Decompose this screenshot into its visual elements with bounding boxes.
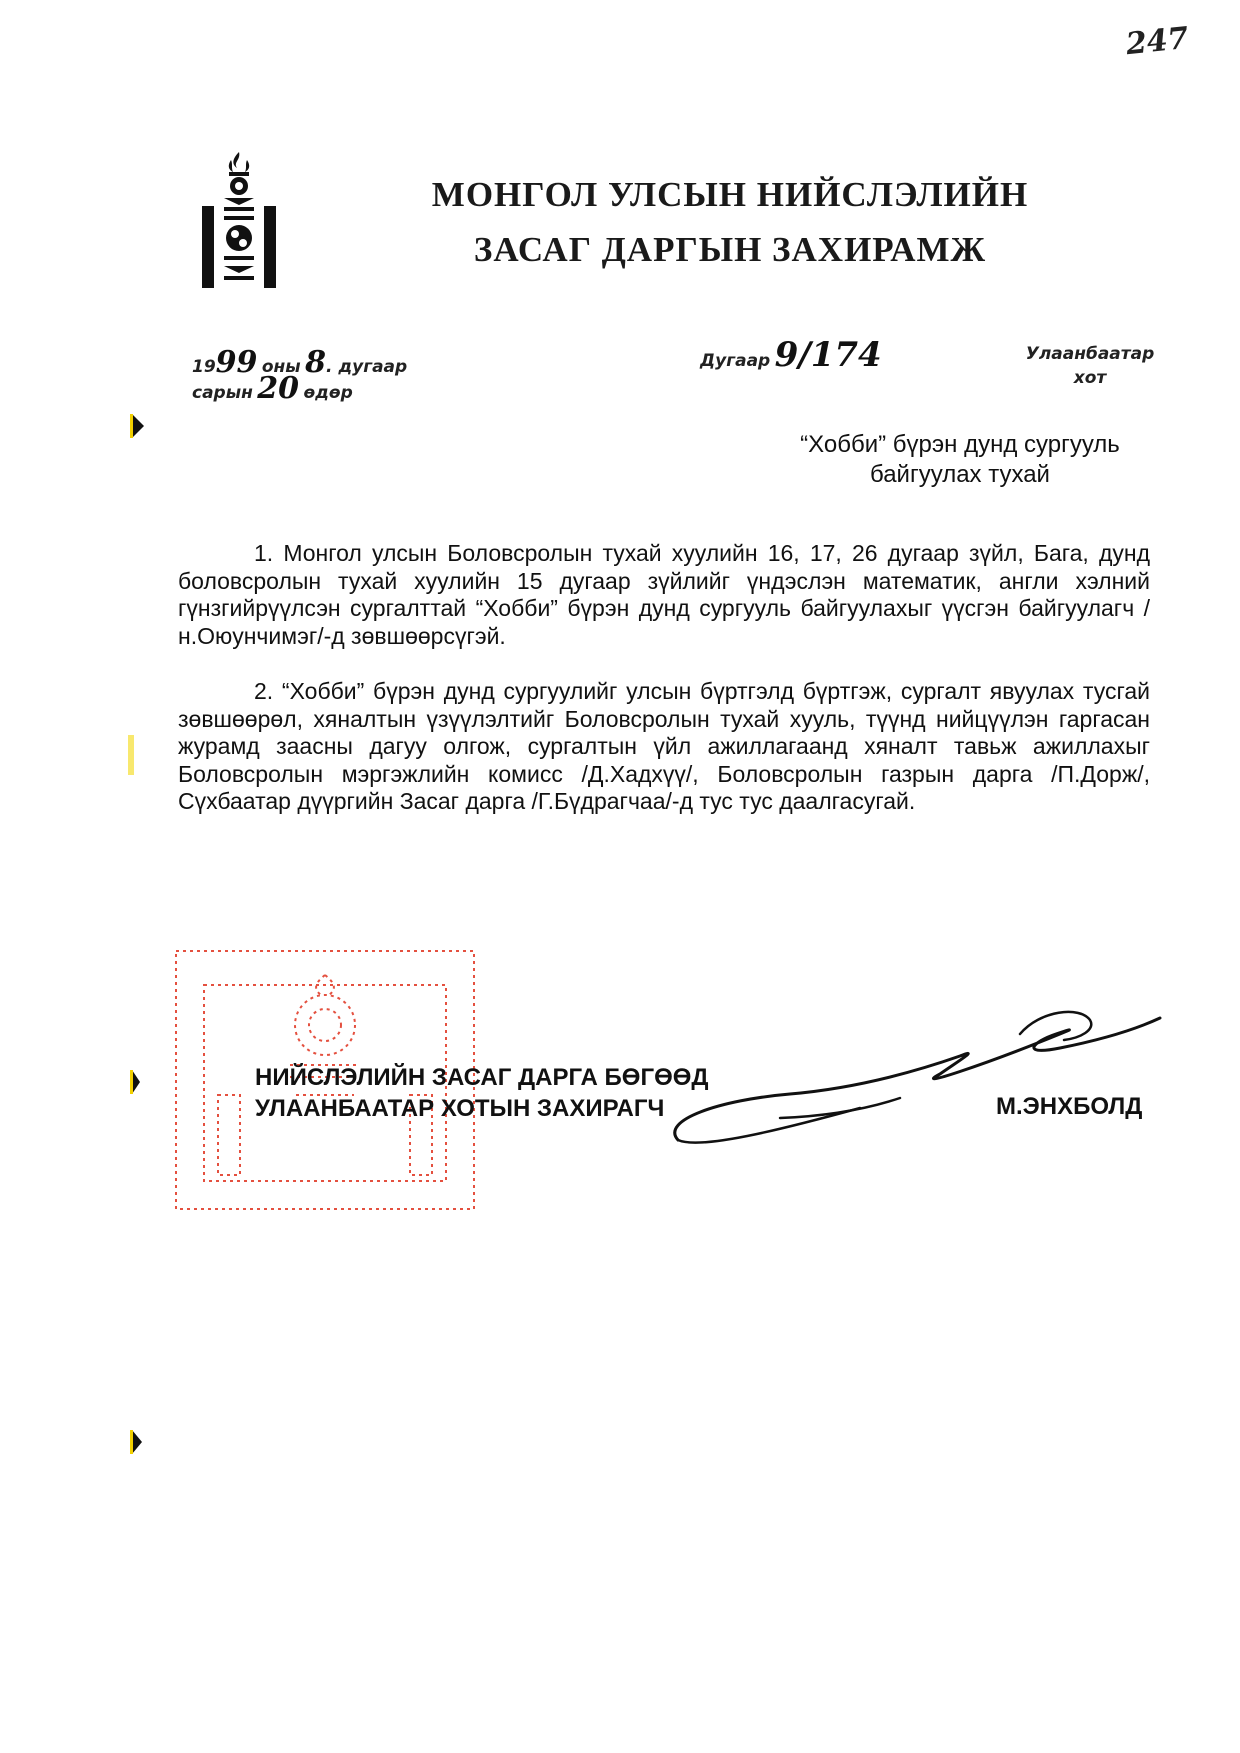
subject (760, 430, 1160, 490)
city-suffix: хот (1073, 368, 1107, 388)
margin-mark-icon (130, 412, 146, 440)
day-prefix: сарын (192, 383, 253, 403)
year-prefix: 19 (192, 357, 216, 377)
day-suffix: өдөр (303, 383, 353, 403)
year-handwritten: 99 (215, 345, 258, 380)
year-suffix: оны (261, 357, 301, 377)
signatory-title (255, 1062, 709, 1124)
soyombo-emblem-icon (198, 148, 280, 298)
signatory-title-line1: НИЙСЛЭЛИЙН ЗАСАГ ДАРГА БӨГӨӨД (255, 1064, 709, 1091)
subject-line2: байгуулах тухай (870, 461, 1050, 488)
city-name: Улаанбаатар (1025, 344, 1155, 364)
month-handwritten: 8 (305, 345, 327, 380)
page-number: 247 (1124, 20, 1191, 63)
body-paragraph-2: 2. “Хобби” бүрэн дунд сургуулийг улсын бүртгэлд бүртгэж, сургалт явуулах тусгай зөвшөөрөл, хяналтын үзүүлэлтийг Боловсролын тухай хууль, түүнд нийцүүлэн гаргасан журамд заасны дагуу олгож, сургалтын үйл ажиллагаанд хяналт тавьж ажиллахыг Боловсролын мэргэжлийн комисс /Д.Хадхүү/, Боловсролын газрын дарга /П.Дорж/, Сүхбаатар дүүргийн Засаг дарга /Г.Бүдрагчаа/-д тус тус даалгасугай. (178, 678, 1150, 814)
signature-icon (660, 990, 1180, 1170)
body-paragraph-1: 1. Монгол улсын Боловсролын тухай хуулийн 16, 17, 26 дугаар зүйл, Бага, дунд боловсролын тухай хуулийн 15 дугаар зүйлийг үндэслэн математик, англи хэлний гүнзгийрүүлсэн сургалттай “Хобби” бүрэн дунд сургууль байгуулахыг үүсгэн байгуулагч /н.Оюунчимэг/-д зөвшөөрсүгэй. (178, 540, 1150, 649)
margin-mark-icon (130, 1428, 146, 1456)
date-row-day (192, 371, 452, 406)
document-number (700, 335, 882, 375)
subject-line1: “Хобби” бүрэн дунд сургууль (800, 431, 1120, 458)
date-row-year-month (192, 345, 452, 380)
document-title-line1: МОНГОЛ УЛСЫН НИЙСЛЭЛИЙН (431, 175, 1029, 214)
number-label: Дугаар (700, 351, 771, 371)
day-handwritten: 20 (257, 371, 300, 406)
date-block (192, 345, 452, 406)
signatory-title-line2: УЛААНБААТАР ХОТЫН ЗАХИРАГЧ (255, 1095, 665, 1122)
city-block (1020, 342, 1160, 390)
margin-highlight-icon (128, 735, 138, 775)
number-handwritten: 9/174 (774, 335, 882, 375)
signer-name: М.ЭНХБОЛД (996, 1093, 1143, 1120)
document-title-line2: ЗАСАГ ДАРГЫН ЗАХИРАМЖ (473, 230, 987, 269)
margin-mark-icon (130, 1068, 146, 1096)
month-suffix: . дугаар (326, 357, 408, 377)
